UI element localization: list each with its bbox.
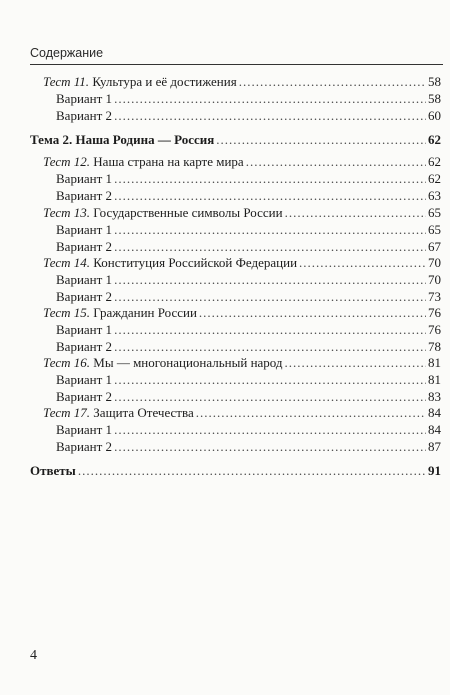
toc-entry-title (56, 170, 112, 188)
toc-page-number: 91 (428, 463, 441, 478)
toc-test-number: Тест 14. (43, 255, 91, 270)
toc-page-number: 63 (428, 188, 441, 203)
toc-entry-text: Конституция Российской Федерации (93, 255, 298, 270)
toc-entry-title (56, 321, 112, 339)
toc-test-number: Тест 13. (43, 205, 91, 220)
toc-page-number: 76 (428, 322, 441, 337)
dot-leader (114, 321, 426, 339)
toc-entry-title (56, 90, 112, 108)
toc-variant-entry (56, 187, 441, 205)
toc-page-number: 60 (428, 108, 441, 123)
toc-page-number: 84 (428, 405, 441, 420)
toc-section-entry (30, 462, 441, 480)
page-number: 4 (30, 648, 37, 663)
toc-entry-text: Вариант 1 (56, 171, 113, 186)
dot-leader (114, 170, 426, 188)
dot-leader (285, 354, 426, 372)
dot-leader (114, 107, 426, 125)
toc-test-entry (43, 354, 441, 372)
toc-entry-title (56, 187, 112, 205)
dot-leader (196, 404, 426, 422)
dot-leader (114, 221, 426, 239)
toc-page-number: 65 (428, 205, 441, 220)
toc-entry-title (30, 462, 76, 480)
toc-test-entry (43, 404, 441, 422)
toc-test-entry (43, 304, 441, 322)
toc-entry-title (56, 371, 112, 389)
dot-leader (239, 73, 426, 91)
toc-page-number: 87 (428, 439, 441, 454)
toc-entry-text: Вариант 1 (56, 272, 113, 287)
toc-entry-text: Вариант 2 (56, 188, 113, 203)
toc-entry-text: Мы — многонациональный народ (93, 355, 283, 370)
toc-page-number: 70 (428, 255, 441, 270)
dot-leader (114, 271, 426, 289)
toc-entry-text: Вариант 2 (56, 439, 113, 454)
toc-entry-title (43, 354, 283, 372)
toc-test-number: Тест 15. (43, 305, 91, 320)
toc-test-number: Тест 16. (43, 355, 91, 370)
dot-leader (114, 371, 426, 389)
toc-variant-entry (56, 271, 441, 289)
toc-entry-title (43, 73, 237, 91)
toc-entry-text: Вариант 2 (56, 108, 113, 123)
toc-entry-title (56, 438, 112, 456)
toc-page-number: 70 (428, 272, 441, 287)
toc-variant-entry (56, 221, 441, 239)
toc-page-number: 62 (428, 132, 441, 147)
toc-entry-text: Вариант 2 (56, 389, 113, 404)
toc-entry-text: Вариант 1 (56, 222, 113, 237)
toc-entry-text: Вариант 2 (56, 339, 113, 354)
running-header: Содержание (30, 46, 104, 60)
toc-entry-title (43, 304, 197, 322)
dot-leader (299, 254, 426, 272)
dot-leader (199, 304, 426, 322)
toc-entry-text: Культура и её достижения (92, 74, 237, 89)
toc-entry-text: Вариант 2 (56, 239, 113, 254)
toc-entry-text: Ответы (30, 463, 76, 478)
toc-variant-entry (56, 90, 441, 108)
toc-page-number: 76 (428, 305, 441, 320)
toc-entry-title (43, 404, 194, 422)
toc-variant-entry (56, 371, 441, 389)
toc-entry-title (30, 131, 214, 149)
toc-entry-title (43, 204, 283, 222)
toc-entry-title (56, 107, 112, 125)
header-divider (30, 64, 443, 65)
toc-page-number: 65 (428, 222, 441, 237)
toc-variant-entry (56, 170, 441, 188)
toc-page-number: 78 (428, 339, 441, 354)
toc-entry-title (56, 271, 112, 289)
toc-entry-text: Защита Отечества (93, 405, 194, 420)
dot-leader (216, 131, 426, 149)
toc-entry-text: Вариант 1 (56, 91, 113, 106)
dot-leader (114, 438, 426, 456)
toc-entry-title (43, 254, 297, 272)
toc-page-number: 83 (428, 389, 441, 404)
toc-entry-title (56, 421, 112, 439)
toc-entry-text: Вариант 1 (56, 322, 113, 337)
toc-page-number: 81 (428, 355, 441, 370)
dot-leader (78, 462, 426, 480)
toc-section-entry (30, 131, 441, 149)
toc-variant-entry (56, 438, 441, 456)
toc-variant-entry (56, 107, 441, 125)
toc-entry-text: Гражданин России (93, 305, 197, 320)
dot-leader (114, 187, 426, 205)
toc-entry-text: Государственные символы России (93, 205, 283, 220)
toc-page-number: 81 (428, 372, 441, 387)
toc-test-entry (43, 254, 441, 272)
toc-page-number: 58 (428, 74, 441, 89)
dot-leader (285, 204, 426, 222)
toc-entry-text: Вариант 1 (56, 372, 113, 387)
toc-page-number: 58 (428, 91, 441, 106)
toc-page-number: 73 (428, 289, 441, 304)
toc-page-number: 67 (428, 239, 441, 254)
toc-variant-entry (56, 421, 441, 439)
dot-leader (246, 153, 426, 171)
toc-test-entry (43, 73, 441, 91)
toc-entry-text: Наша страна на карте мира (93, 154, 244, 169)
toc-test-number: Тест 11. (43, 74, 90, 89)
toc-test-entry (43, 153, 441, 171)
dot-leader (114, 421, 426, 439)
toc-entry-text: Тема 2. Наша Родина — Россия (30, 132, 215, 147)
toc-variant-entry (56, 321, 441, 339)
dot-leader (114, 90, 426, 108)
toc-test-number: Тест 17. (43, 405, 91, 420)
toc-page-number: 62 (428, 154, 441, 169)
toc-entry-title (56, 221, 112, 239)
toc-test-number: Тест 12. (43, 154, 91, 169)
toc-entry-title (43, 153, 244, 171)
toc-entry-text: Вариант 1 (56, 422, 113, 437)
toc-test-entry (43, 204, 441, 222)
toc-page-number: 84 (428, 422, 441, 437)
toc-entry-text: Вариант 2 (56, 289, 113, 304)
toc-page-number: 62 (428, 171, 441, 186)
